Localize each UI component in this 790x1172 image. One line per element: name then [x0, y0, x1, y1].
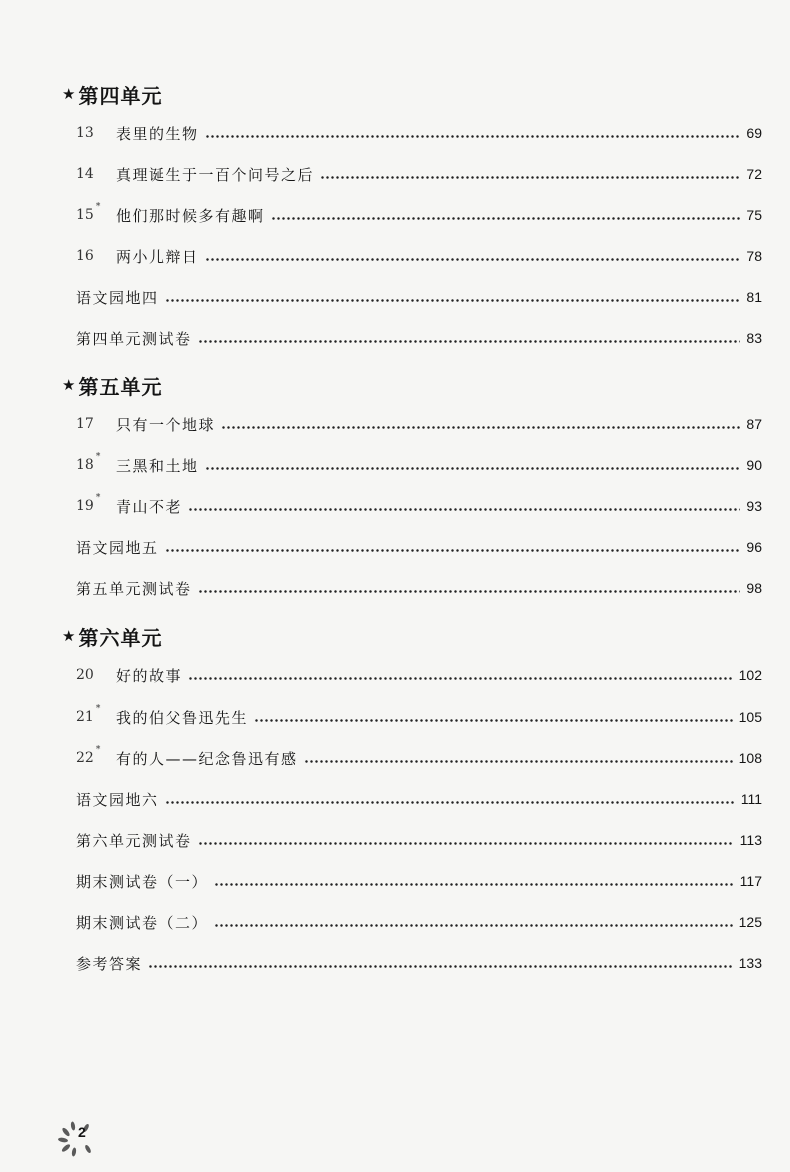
page-number: 102 — [738, 667, 762, 683]
dot-leader — [198, 575, 741, 601]
toc-entry[interactable] — [76, 534, 762, 560]
page-number: 78 — [746, 248, 762, 264]
entry-title: 第六单元测试卷 — [76, 831, 192, 850]
entry-title: 好的故事 — [116, 666, 183, 685]
toc-entry[interactable] — [76, 950, 762, 976]
lesson-number: 15 * — [76, 202, 101, 223]
entry-title: 我的伯父鲁迅先生 — [116, 708, 249, 727]
dot-leader — [165, 284, 741, 310]
page-number: 69 — [746, 125, 762, 141]
page-number: 105 — [738, 709, 762, 725]
entry-title: 参考答案 — [76, 954, 143, 973]
dot-leader — [188, 662, 733, 688]
dot-leader — [205, 243, 741, 269]
toc-entry[interactable] — [76, 662, 762, 688]
toc-entry[interactable] — [76, 575, 762, 601]
lesson-number: 19 * — [76, 493, 101, 514]
section-heading — [62, 80, 162, 109]
dot-leader — [254, 704, 733, 730]
toc-entry[interactable] — [76, 452, 762, 478]
page-number: 111 — [740, 791, 762, 807]
section-title: 第四单元 — [78, 84, 163, 108]
toc-entry[interactable] — [76, 411, 762, 437]
dot-leader — [205, 120, 741, 146]
entry-title: 青山不老 — [116, 497, 183, 516]
dot-leader — [271, 202, 741, 228]
toc-entry[interactable] — [76, 704, 762, 730]
entry-title: 语文园地四 — [76, 288, 159, 307]
entry-title: 期末测试卷（二） — [76, 913, 209, 932]
page-number: 96 — [746, 539, 762, 555]
footer-page-number: 2 — [78, 1124, 86, 1140]
toc-entry[interactable] — [76, 786, 762, 812]
entry-title: 第四单元测试卷 — [76, 329, 192, 348]
lesson-number: 20 — [76, 667, 94, 683]
page-number: 93 — [746, 498, 762, 514]
dot-leader — [165, 786, 735, 812]
dot-leader — [221, 411, 740, 437]
toc-entry[interactable] — [76, 243, 762, 269]
dot-leader — [188, 493, 740, 519]
toc-entry[interactable] — [76, 827, 762, 853]
entry-title: 真理诞生于一百个问号之后 — [116, 165, 315, 184]
dot-leader — [214, 868, 734, 894]
lesson-number: 22 * — [76, 745, 101, 766]
lesson-number: 13 — [76, 125, 94, 141]
dot-leader — [148, 950, 733, 976]
toc-entry[interactable] — [76, 868, 762, 894]
toc-entry[interactable] — [76, 325, 762, 351]
dot-leader — [205, 452, 741, 478]
entry-title: 期末测试卷（一） — [76, 872, 209, 891]
page-number: 75 — [746, 207, 762, 223]
lesson-number: 14 — [76, 166, 94, 182]
page-number: 98 — [746, 580, 762, 596]
section-title: 第五单元 — [78, 375, 163, 399]
toc-entry[interactable] — [76, 161, 762, 187]
page-number: 117 — [739, 873, 762, 889]
dot-leader — [304, 745, 733, 771]
page-number: 133 — [738, 955, 762, 971]
dot-leader — [198, 827, 734, 853]
page-number: 87 — [746, 416, 762, 432]
toc-entry[interactable] — [76, 202, 762, 228]
page-number: 72 — [746, 166, 762, 182]
dot-leader — [165, 534, 741, 560]
page-number: 108 — [738, 750, 762, 766]
entry-title: 第五单元测试卷 — [76, 579, 192, 598]
lesson-number: 16 — [76, 248, 94, 264]
section-title: 第六单元 — [78, 626, 163, 650]
star-icon: ★ — [62, 85, 77, 103]
lesson-number: 18 * — [76, 452, 101, 473]
star-icon: ★ — [62, 627, 77, 645]
page-number: 125 — [738, 914, 762, 930]
page-number: 90 — [746, 457, 762, 473]
page-number: 81 — [746, 289, 762, 305]
toc-entry[interactable] — [76, 745, 762, 771]
dot-leader — [198, 325, 741, 351]
entry-title: 只有一个地球 — [116, 415, 216, 434]
toc-entry[interactable] — [76, 120, 762, 146]
dot-leader — [320, 161, 740, 187]
dot-leader — [214, 909, 733, 935]
entry-title: 他们那时候多有趣啊 — [116, 206, 265, 225]
toc-entry[interactable] — [76, 284, 762, 310]
page-number: 113 — [739, 832, 762, 848]
entry-title: 有的人——纪念鲁迅有感 — [116, 749, 298, 768]
entry-title: 三黑和土地 — [116, 456, 199, 475]
entry-title: 两小儿辩日 — [116, 247, 199, 266]
entry-title: 表里的生物 — [116, 124, 199, 143]
star-icon: ★ — [62, 376, 77, 394]
entry-title: 语文园地五 — [76, 538, 159, 557]
section-heading — [62, 622, 162, 651]
lesson-number: 17 — [76, 416, 94, 432]
lesson-number: 21 * — [76, 704, 101, 725]
section-heading — [62, 371, 162, 400]
toc-entry[interactable] — [76, 493, 762, 519]
entry-title: 语文园地六 — [76, 790, 159, 809]
toc-entry[interactable] — [76, 909, 762, 935]
page-number: 83 — [746, 330, 762, 346]
